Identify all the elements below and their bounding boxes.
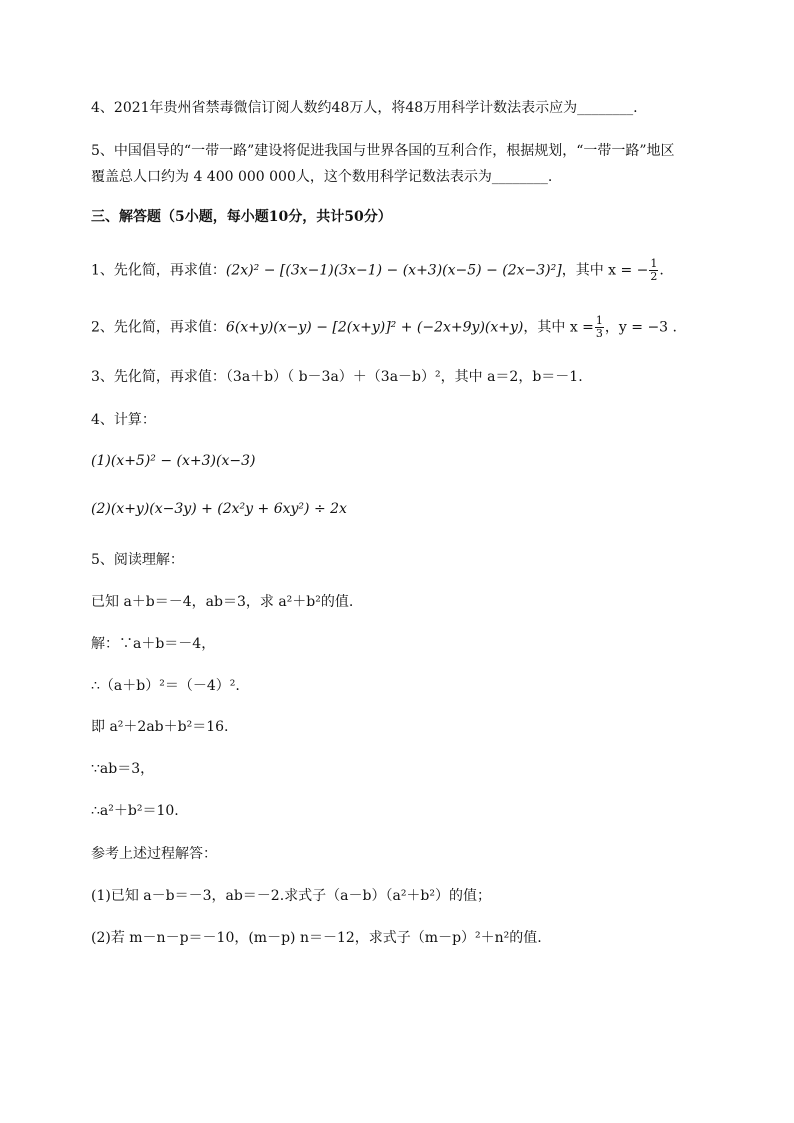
problem-4-title: 4、计算：	[91, 412, 156, 428]
problem-1	[91, 258, 664, 283]
problem-1-prefix: 1、先化简，再求值：	[91, 262, 226, 279]
problem-2-end: ，y = −3 .	[604, 319, 677, 336]
fill-question-4: 4、2021年贵州省禁毒微信订阅人数约48万人，将48万用科学计数法表示应为________.	[91, 100, 638, 116]
problem-1-end: .	[659, 262, 664, 279]
reading-line-3: ∴（a＋b）²＝（－4）².	[91, 678, 240, 694]
problem-1-fraction	[649, 258, 658, 283]
reading-line-1: 已知 a＋b＝－4，ab＝3，求 a²＋b²的值.	[91, 594, 354, 610]
problem-2-expression: 6(x+y)(x−y) − [2(x+y)]² + (−2x+9y)(x+y)	[225, 319, 524, 336]
fraction-numerator: 1	[650, 257, 658, 270]
problem-1-expression: (2x)² − [(3x−1)(3x−1) − (x+3)(x−5) − (2x−3)²]	[225, 262, 562, 279]
problem-2-condition: ，其中 x =	[523, 319, 594, 336]
problem-4-part-1: (1)(x+5)² − (x+3)(x−3)	[91, 453, 256, 469]
fraction-numerator: 1	[595, 314, 603, 327]
problem-3: 3、先化简，再求值：（3a＋b）（ b－3a）＋（3a－b）²，其中 a＝2，b＝－1.	[91, 369, 583, 385]
reading-line-4: 即 a²＋2ab＋b²＝16.	[91, 719, 229, 735]
problem-2-prefix: 2、先化简，再求值：	[91, 319, 226, 336]
fraction-denominator: 3	[595, 327, 603, 340]
reading-instruction: 参考上述过程解答：	[91, 846, 217, 862]
fill-question-5-line1: 5、中国倡导的“一带一路”建设将促进我国与世界各国的互利合作，根据规划，“一带一路”地区	[91, 143, 675, 159]
section-3-title: 三、解答题（5小题，每小题10分，共计50分）	[91, 209, 392, 225]
reading-line-6: ∴a²＋b²＝10.	[91, 803, 179, 819]
reading-line-2: 解：∵a＋b＝－4，	[91, 636, 216, 652]
reading-line-5: ∵ab＝3，	[91, 761, 155, 777]
problem-5-title: 5、阅读理解：	[91, 552, 184, 568]
fraction-denominator: 2	[650, 270, 658, 283]
problem-4-part-2: (2)(x+y)(x−3y) + (2x²y + 6xy²) ÷ 2x	[91, 501, 347, 517]
fill-question-5-line2: 覆盖总人口约为 4 400 000 000人，这个数用科学记数法表示为________.	[91, 169, 553, 185]
problem-5-question-1: (1)已知 a－b＝－3，ab＝－2.求式子（a－b）（a²＋b²）的值；	[91, 888, 492, 904]
problem-2-fraction	[595, 315, 604, 340]
problem-5-question-2: (2)若 m－n－p＝－10，(m－p) n＝－12，求式子（m－p）²＋n²的值.	[91, 930, 542, 946]
problem-2	[91, 315, 677, 340]
problem-1-condition: ，其中 x = −	[561, 262, 649, 279]
